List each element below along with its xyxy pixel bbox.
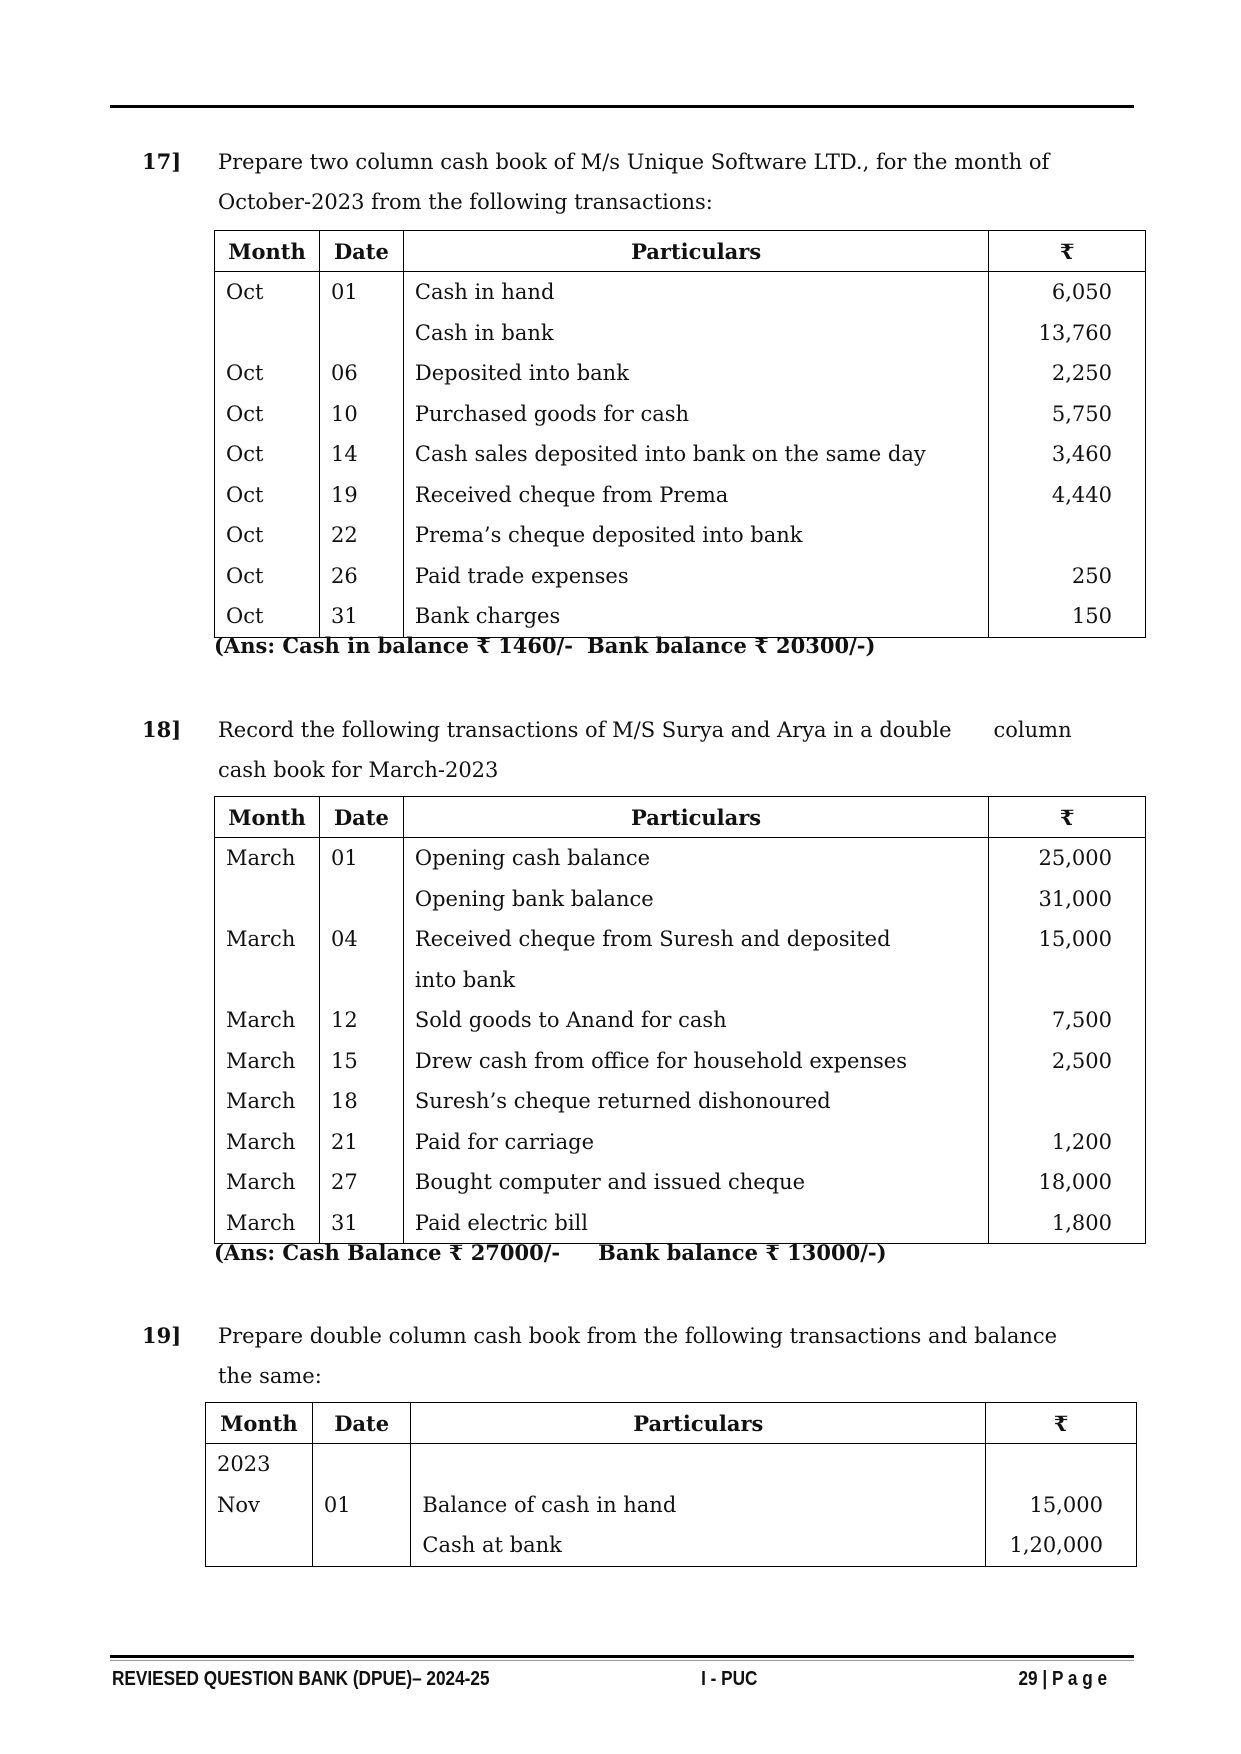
footer-rule-thin [110,1660,1134,1661]
cell-month: March [215,1000,320,1041]
question-number: 17] [142,149,182,174]
question-number: 19] [142,1323,182,1348]
question-text [218,142,1142,222]
table-row [215,272,1146,313]
question-text [218,1316,1142,1396]
table-row [215,960,1146,1001]
cell-particulars: Prema’s cheque deposited into bank [403,515,988,556]
cell-amount: 2,500 [989,1041,1146,1082]
cell-date [312,1444,411,1485]
cell-particulars: Bought computer and issued cheque [403,1162,988,1203]
cell-date: 27 [319,1162,403,1203]
cell-amount [986,1444,1137,1485]
cell-particulars: Suresh’s cheque returned dishonoured [403,1081,988,1122]
cell-amount: 31,000 [989,879,1146,920]
question-line: the same: [218,1364,322,1388]
cell-particulars: Paid for carriage [403,1122,988,1163]
cell-month: March [215,919,320,960]
cell-particulars: Deposited into bank [403,353,988,394]
cell-amount: 6,050 [989,272,1146,313]
cell-date: 04 [319,919,403,960]
cell-particulars: Opening cash balance [403,838,988,879]
cell-amount: 13,760 [989,313,1146,354]
cell-particulars: Received cheque from Suresh and deposited [403,919,988,960]
column-header-month: Month [215,231,320,272]
table-row [215,313,1146,354]
cell-date: 31 [319,1203,403,1244]
cell-month: March [215,838,320,879]
table-row [206,1485,1137,1526]
question-line: Prepare two column cash book of M/s Unique Software LTD., for the month of [218,150,1050,174]
cell-amount: 3,460 [989,434,1146,475]
cell-date: 31 [319,596,403,637]
cell-date: 10 [319,394,403,435]
transactions-table [205,1402,1137,1567]
cell-month: March [215,1041,320,1082]
cell-amount [989,515,1146,556]
table-row [215,434,1146,475]
cell-amount: 4,440 [989,475,1146,516]
column-header-amount: ₹ [986,1403,1137,1444]
cell-date: 19 [319,475,403,516]
answer-cash: (Ans: Cash in balance ₹ 1460/- [214,633,574,658]
header-rule [110,105,1134,108]
question-text [218,710,1142,790]
question-line: Prepare double column cash book from the following transactions and balance [218,1324,1058,1348]
table-row [215,475,1146,516]
cell-particulars: Bank charges [403,596,988,637]
cell-date: 18 [319,1081,403,1122]
cell-date: 26 [319,556,403,597]
cell-date: 12 [319,1000,403,1041]
table-row [215,353,1146,394]
table-row [215,515,1146,556]
column-header-amount: ₹ [989,231,1146,272]
cell-date [319,960,403,1001]
column-header-particulars: Particulars [403,797,988,838]
table-row [215,556,1146,597]
cell-amount: 15,000 [986,1485,1137,1526]
column-header-particulars: Particulars [403,231,988,272]
cell-date [319,879,403,920]
cell-month: Oct [215,475,320,516]
cell-amount [989,960,1146,1001]
cell-particulars: Cash in bank [403,313,988,354]
cell-month: March [215,1122,320,1163]
column-header-particulars: Particulars [411,1403,986,1444]
cell-month: Nov [206,1485,313,1526]
cell-amount: 1,20,000 [986,1525,1137,1566]
column-header-date: Date [319,797,403,838]
table-row [215,1203,1146,1244]
question-line-part: Record the following transactions of M/S Surya and Arya in a double [218,718,952,742]
cell-month: Oct [215,272,320,313]
cell-amount: 7,500 [989,1000,1146,1041]
table-row [206,1525,1137,1566]
question-18 [142,710,1142,790]
cell-particulars: Balance of cash in hand [411,1485,986,1526]
table-row [206,1444,1137,1485]
cell-particulars: Paid electric bill [403,1203,988,1244]
cell-amount: 15,000 [989,919,1146,960]
cell-month: 2023 [206,1444,313,1485]
column-header-date: Date [312,1403,411,1444]
cell-particulars: Cash in hand [403,272,988,313]
cell-month: Oct [215,353,320,394]
cell-month: March [215,1203,320,1244]
cell-particulars: Cash sales deposited into bank on the same day [403,434,988,475]
question-19 [142,1316,1142,1396]
cell-amount [989,1081,1146,1122]
cell-date: 01 [312,1485,411,1526]
question-number: 18] [142,717,182,742]
cell-particulars: into bank [403,960,988,1001]
cell-particulars [411,1444,986,1485]
cell-month: Oct [215,596,320,637]
page-footer [112,1668,1108,1700]
cell-amount: 1,200 [989,1122,1146,1163]
column-header-amount: ₹ [989,797,1146,838]
cell-date: 22 [319,515,403,556]
answer-bank: Bank balance ₹ 13000/-) [598,1240,887,1265]
table-header-row [206,1403,1137,1444]
cell-month [206,1525,313,1566]
cell-date: 15 [319,1041,403,1082]
cell-amount: 1,800 [989,1203,1146,1244]
cell-amount: 150 [989,596,1146,637]
cell-date [319,313,403,354]
cell-month: Oct [215,556,320,597]
cell-month [215,960,320,1001]
cell-date: 06 [319,353,403,394]
table-header-row [215,797,1146,838]
question-line: October-2023 from the following transactions: [218,190,713,214]
transactions-table [214,796,1146,1244]
cell-particulars: Paid trade expenses [403,556,988,597]
column-header-month: Month [206,1403,313,1444]
cell-particulars: Cash at bank [411,1525,986,1566]
footer-class: I - PUC [701,1668,758,1690]
cell-month [215,879,320,920]
footer-page-number: 29 | P a g e [1018,1668,1108,1690]
cell-amount: 18,000 [989,1162,1146,1203]
table-row [215,1081,1146,1122]
table-row [215,596,1146,637]
column-header-month: Month [215,797,320,838]
cell-month: March [215,1081,320,1122]
cell-particulars: Sold goods to Anand for cash [403,1000,988,1041]
cell-particulars: Received cheque from Prema [403,475,988,516]
cell-particulars: Drew cash from office for household expenses [403,1041,988,1082]
answer-cash: (Ans: Cash Balance ₹ 27000/- [214,1240,561,1265]
cell-date [312,1525,411,1566]
answer-bank: Bank balance ₹ 20300/-) [587,633,876,658]
table-row [215,1162,1146,1203]
transactions-table [214,230,1146,638]
table-row [215,919,1146,960]
cell-month: March [215,1162,320,1203]
table-header-row [215,231,1146,272]
table-row [215,879,1146,920]
footer-rule [110,1655,1134,1658]
table-row [215,1041,1146,1082]
column-header-date: Date [319,231,403,272]
answer [214,1240,887,1265]
table-row [215,394,1146,435]
cell-month [215,313,320,354]
cell-date: 01 [319,838,403,879]
cell-particulars: Purchased goods for cash [403,394,988,435]
question-17 [142,142,1142,222]
question-line: cash book for March-2023 [218,758,499,782]
cell-month: Oct [215,394,320,435]
cell-amount: 5,750 [989,394,1146,435]
cell-month: Oct [215,434,320,475]
table-row [215,1000,1146,1041]
question-line [218,710,1142,750]
table-row [215,1122,1146,1163]
footer-title: REVIESED QUESTION BANK (DPUE)– 2024-25 [112,1668,490,1690]
cell-date: 01 [319,272,403,313]
cell-amount: 25,000 [989,838,1146,879]
cell-amount: 2,250 [989,353,1146,394]
cell-amount: 250 [989,556,1146,597]
cell-date: 14 [319,434,403,475]
answer [214,633,875,658]
cell-date: 21 [319,1122,403,1163]
question-line-part: column [993,718,1072,742]
cell-particulars: Opening bank balance [403,879,988,920]
table-row [215,838,1146,879]
cell-month: Oct [215,515,320,556]
